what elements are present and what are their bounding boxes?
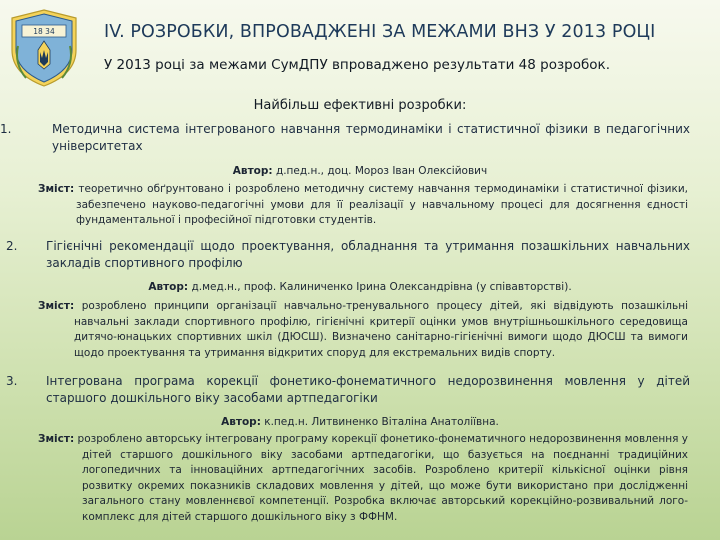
item-3-content <box>38 432 688 525</box>
item-1-title <box>0 121 690 155</box>
item-3-number: 3. <box>6 374 18 388</box>
content-text: розроблено принципи організації навчально-тренувального процесу дітей, які відвідують позашкільні навчальні заклади спортивного профілю, гігієнічні критерії оцінки умов внутрішньошкільного середовища дитячо-юнацьких спортивних шкіл (ДЮСШ). Визначено санітарно-гігієнічні вимоги щодо ДЮСШ та вимоги щодо проектування та утримання відкритих споруд для екстремальних видів спорту. <box>74 300 688 359</box>
author-label: Автор: <box>148 281 189 293</box>
header <box>0 0 720 84</box>
item-3-title <box>6 373 690 407</box>
item-1-number: 1. <box>0 122 12 136</box>
logo-text: 18 34 <box>33 27 55 36</box>
section-subtitle: Найбільш ефективні розробки: <box>253 98 467 113</box>
item-3-title-text: Інтегрована програма корекції фонетико-фонематичного недорозвинення мовлення у дітей старшого дошкільного віку засобами артпедагогіки <box>46 374 690 405</box>
content-label: Зміст: <box>38 433 75 445</box>
author-name: д.пед.н., доц. Мороз Іван Олексійович <box>275 165 488 177</box>
item-2-title <box>6 238 690 272</box>
author-label: Автор: <box>232 165 273 177</box>
page-title: IV. РОЗРОБКИ, ВПРОВАДЖЕНІ ЗА МЕЖАМИ ВНЗ У 2013 РОЦІ <box>104 22 656 42</box>
item-2-title-text: Гігієнічні рекомендації щодо проектування, обладнання та утримання позашкільних навчальних закладів спортивного профілю <box>46 239 690 270</box>
author-name: к.пед.н. Литвиненко Віталіна Анатоліївна. <box>264 416 499 428</box>
item-2-number: 2. <box>6 239 18 253</box>
content-text: розроблено авторську інтегровану програму корекції фонетико-фонематичного недорозвинення мовлення у дітей старшого дошкільного віку засобами артпедагогіки, що базується на поєднанні традиційних логопедичних та інноваційних артпедагогічних засобів. Розроблено критерії кількісної оцінки рівня розвитку окремих показників складових мовлення у дітей, що може бути використано при дослідженні загального стану мовленнєвої компетенції. Розробка включає авторський корекційно-розвивальний лого-комплекс для дітей старшого дошкільного віку з ФФНМ. <box>77 433 688 523</box>
author-name: д.мед.н., проф. Калиниченко Ірина Олександрівна (у співавторстві). <box>191 281 572 293</box>
item-2-content <box>38 299 688 361</box>
author-label: Автор: <box>221 416 261 428</box>
content-text: теоретично обґрунтовано і розроблено методичну систему навчання термодинаміки і статистичної фізики, забезпечено науково-педагогічні умови для її реалізації у навчальному процесі для досягнення єдності фундаментальної і професійної підготовки студентів. <box>76 183 688 226</box>
item-2-author <box>0 281 720 293</box>
intro-text: У 2013 році за межами СумДПУ впроваджено результати 48 розробок. <box>104 57 611 73</box>
content-label: Зміст: <box>38 300 75 312</box>
item-1-title-text: Методична система інтегрованого навчання термодинаміки і статистичної фізики в педагогічних університетах <box>52 122 690 153</box>
item-1-content <box>38 182 688 229</box>
content-label: Зміст: <box>38 183 75 195</box>
item-1-author <box>0 165 720 177</box>
item-3-author <box>0 416 720 428</box>
university-logo <box>4 6 84 90</box>
